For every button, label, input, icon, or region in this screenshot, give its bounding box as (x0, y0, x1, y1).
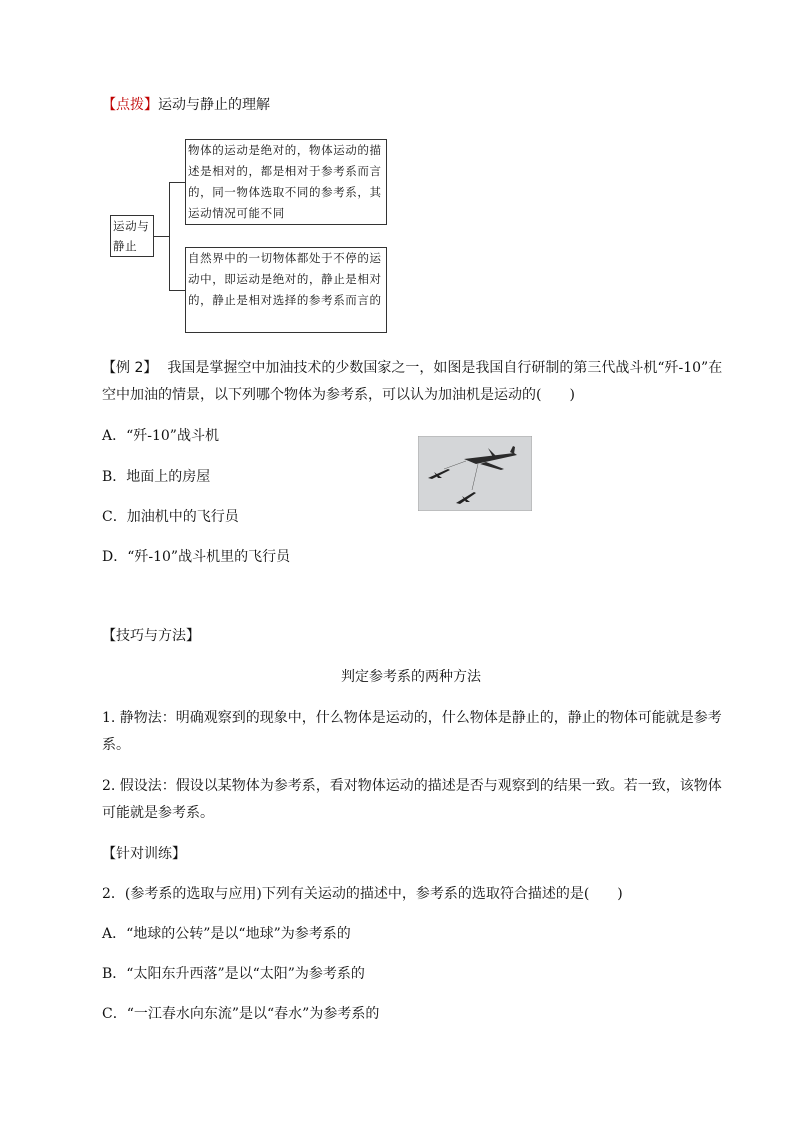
refueling-photo (418, 436, 532, 511)
method-p1-line1: 1. 静物法：明确观察到的现象中，什么物体是运动的，什么物体是静止的，静止的物体可能就是参考 (102, 710, 722, 726)
example-option-c: C．加油机中的飞行员 (102, 509, 239, 525)
diagram-root-line1: 运动与 (113, 219, 150, 233)
method-heading: 【技巧与方法】 (102, 628, 200, 644)
diagram-lower-box: 自然界中的一切物体都处于不停的运动中，即运动是绝对的，静止是相对的，静止是相对选择的参考系而言的 (185, 247, 387, 333)
example-label: 【例 2】 (102, 360, 158, 376)
diagram-branch-lower (169, 290, 185, 291)
diagram-root-box (110, 215, 154, 257)
example-line1 (102, 359, 722, 377)
tip-bracket: 【点拨】 (102, 97, 158, 113)
example-option-d: D．“歼-10”战斗机里的飞行员 (102, 549, 291, 565)
diagram-upper-box: 物体的运动是绝对的，物体运动的描述是相对的，都是相对于参考系而言的，同一物体选取不同的参考系，其运动情况可能不同 (185, 139, 387, 225)
training-option-b: B．“太阳东升西落”是以“太阳”为参考系的 (102, 966, 365, 982)
example-option-b: B．地面上的房屋 (102, 469, 211, 485)
example-stem-line2: 空中加油的情景，以下列哪个物体为参考系，可以认为加油机是运动的( ) (102, 387, 575, 403)
method-p2-line1: 2. 假设法：假设以某物体为参考系，看对物体运动的描述是否与观察到的结果一致。若一致，该物体 (102, 778, 722, 794)
diagram-root-line2: 静止 (113, 239, 138, 253)
diagram-bracket (169, 182, 170, 290)
training-option-c: C．“一江春水向东流”是以“春水”为参考系的 (102, 1006, 380, 1022)
training-question: 2．(参考系的选取与应用)下列有关运动的描述中，参考系的选取符合描述的是( ) (102, 886, 623, 902)
method-title: 判定参考系的两种方法 (341, 669, 481, 685)
tip-title: 运动与静止的理解 (158, 97, 270, 113)
example-option-a: A．“歼-10”战斗机 (102, 428, 219, 444)
method-p1-line2: 系。 (102, 737, 130, 753)
tip-heading (102, 96, 270, 114)
diagram-connector (154, 236, 169, 237)
method-p2-line2: 可能就是参考系。 (102, 805, 214, 821)
example-stem-line1: 我国是掌握空中加油技术的少数国家之一，如图是我国自行研制的第三代战斗机“歼-10”在 (167, 360, 723, 376)
diagram-branch-upper (169, 182, 185, 183)
training-option-a: A．“地球的公转”是以“地球”为参考系的 (102, 926, 351, 942)
training-heading: 【针对训练】 (102, 846, 186, 862)
